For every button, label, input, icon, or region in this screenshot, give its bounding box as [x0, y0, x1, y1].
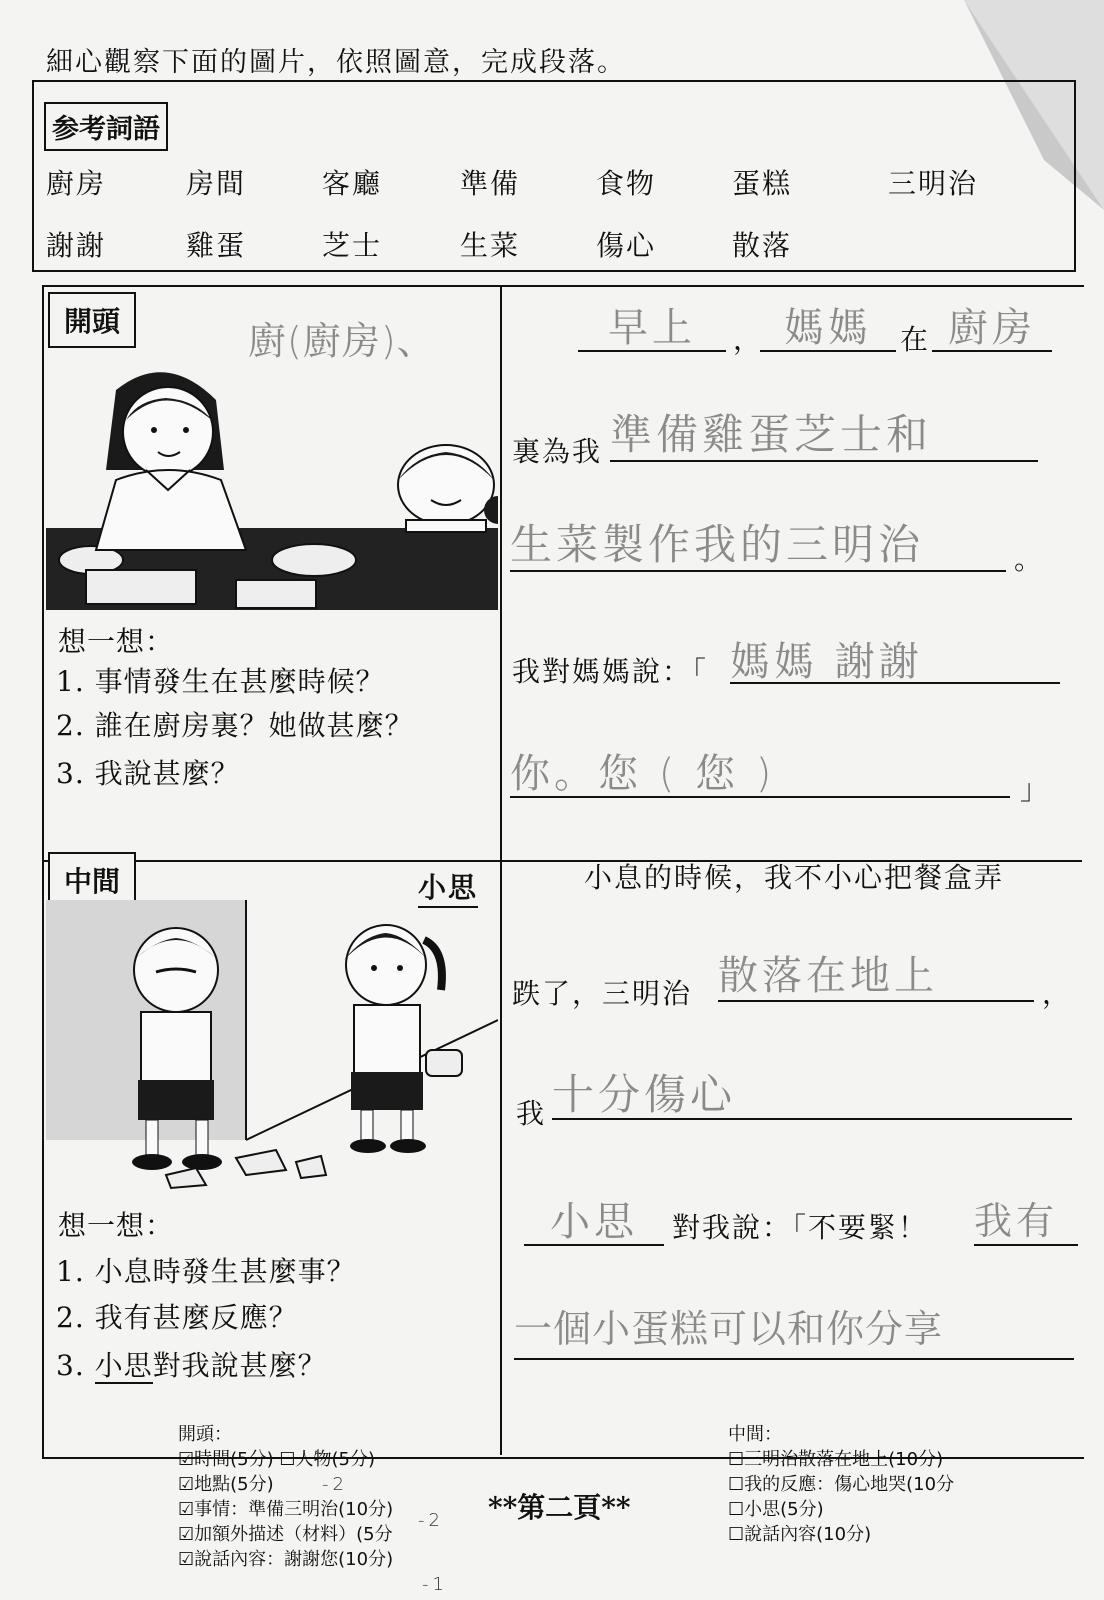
close-quote: 」 — [1020, 773, 1051, 806]
word-at: 在 — [900, 323, 931, 356]
answer-reaction[interactable]: 十分傷心 — [552, 1062, 1072, 1120]
speech-text: 對我說：「不要緊！ — [672, 1211, 929, 1244]
deduction-mark: -2 — [418, 1510, 444, 1531]
question-3: 3. 小思對我說甚麼？ — [56, 1349, 327, 1382]
kitchen-illustration — [46, 360, 498, 610]
deduction-mark: -2 — [322, 1474, 348, 1495]
answer-speech-start[interactable]: 我有 — [974, 1190, 1078, 1246]
grid-divider-vertical — [500, 285, 502, 1455]
question: 1. 小息時發生甚麼事？ — [56, 1255, 356, 1288]
question-3-rest: 對我說甚麼？ — [152, 1349, 327, 1382]
deduction-mark: -1 — [422, 1574, 448, 1595]
think-title: 想一想： — [58, 1209, 175, 1242]
answer-speech[interactable]: 媽媽 謝謝 — [730, 630, 1060, 684]
instruction: 細心觀察下面的圖片，依照圖意，完成段落。 — [46, 47, 626, 78]
reference-title: 参考詞語 — [44, 102, 168, 151]
answer-sandwich[interactable]: 生菜製作我的三明治 — [510, 512, 1006, 572]
answer-place[interactable]: 廚房 — [932, 296, 1052, 352]
ref-word: 傷心 — [596, 229, 657, 262]
answer-friend[interactable]: 小思 — [524, 1190, 664, 1246]
rubric-item: ☑時間(5分) ☐人物(5分) — [178, 1449, 375, 1470]
section-label-middle: 中間 — [48, 852, 136, 908]
section-label-opening: 開頭 — [48, 292, 136, 348]
line-prefix: 我 — [516, 1097, 547, 1130]
rubric-item: ☐三明治散落在地上(10分) — [728, 1449, 944, 1470]
full-stop: 。 — [1014, 543, 1045, 576]
answer-speech-cont[interactable]: 你。您 ( 您 ) — [510, 742, 1010, 798]
ref-word: 三明治 — [888, 167, 979, 200]
question: 1. 事情發生在甚麼時候？ — [56, 665, 385, 698]
rubric-item: ☐我的反應：傷心地哭(10分 — [728, 1474, 955, 1495]
answer-time[interactable]: 早上 — [578, 296, 726, 352]
rubric-left — [178, 1422, 393, 1572]
rubric-item: ☑地點(5分) — [178, 1474, 274, 1495]
rubric-item: ☑事情：準備三明治(10分) — [178, 1499, 394, 1520]
ref-word: 客廳 — [322, 167, 383, 200]
question: 2. 我有甚麼反應？ — [56, 1301, 298, 1334]
line-prefix: 裏為我 — [512, 435, 603, 468]
ref-word: 散落 — [732, 229, 793, 262]
rubric-title: 開頭： — [178, 1424, 232, 1445]
question: 3. 我說甚麼？ — [56, 757, 240, 790]
question: 2. 誰在廚房裏？她做甚麼？ — [56, 709, 414, 742]
character-name: 小思 — [418, 866, 478, 908]
comma: ， — [1042, 977, 1073, 1010]
line-prefix: 跌了，三明治 — [512, 977, 693, 1010]
answer-scattered[interactable]: 散落在地上 — [718, 944, 1034, 1002]
ref-word: 準備 — [460, 167, 521, 200]
ref-word: 廚房 — [46, 167, 107, 200]
question-3-name: 小思 — [94, 1349, 153, 1382]
ref-word: 雞蛋 — [186, 229, 247, 262]
rubric-title: 中間： — [728, 1424, 782, 1445]
page-number: **第二頁** — [488, 1491, 631, 1524]
middle-line-1: 小息的時候，我不小心把餐盒弄 — [584, 861, 1005, 894]
line-prefix: 我對媽媽說：「 — [512, 655, 709, 688]
comma: ， — [733, 323, 764, 356]
rubric-item: ☑加額外描述（材料）(5分 — [178, 1524, 393, 1545]
ref-word: 蛋糕 — [732, 167, 793, 200]
rubric-item: ☐小思(5分) — [728, 1499, 824, 1520]
ref-word: 生菜 — [460, 229, 521, 262]
ref-word: 謝謝 — [46, 229, 107, 262]
ref-word: 食物 — [596, 167, 657, 200]
rubric-right — [728, 1422, 954, 1547]
ref-word: 芝士 — [322, 229, 383, 262]
rubric-item: ☐說話內容(10分) — [728, 1524, 872, 1545]
answer-speech-cont[interactable]: 一個小蛋糕可以和你分享 — [514, 1298, 1074, 1360]
answer-prepare[interactable]: 準備雞蛋芝士和 — [610, 402, 1038, 462]
handwritten-note: 廚(廚房)、 — [248, 319, 436, 363]
answer-person[interactable]: 媽媽 — [760, 296, 896, 352]
lunch-illustration — [46, 900, 498, 1190]
ref-word: 房間 — [186, 167, 247, 200]
think-title: 想一想： — [58, 625, 175, 658]
rubric-item: ☑說話內容：謝謝您(10分) — [178, 1549, 394, 1570]
